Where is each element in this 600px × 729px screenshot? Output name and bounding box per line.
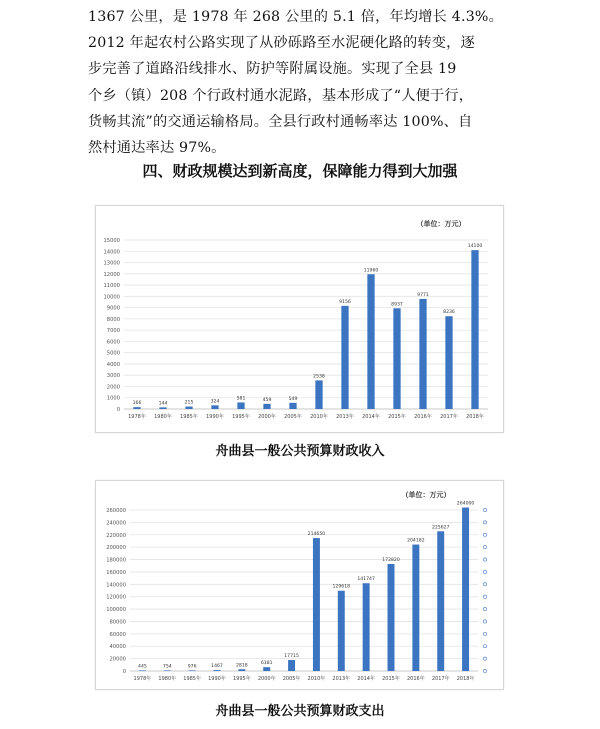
x-tick-label: 2000年: [258, 414, 276, 420]
x-tick-label: 2015年: [388, 414, 406, 420]
bar: [363, 583, 370, 671]
bar: [238, 669, 245, 671]
y-tick-label: 180000: [106, 557, 126, 564]
x-tick-label: 2014年: [362, 414, 380, 420]
data-label: 129618: [332, 584, 351, 590]
bar: [139, 670, 146, 671]
x-tick-label: 2005年: [284, 414, 302, 420]
x-tick-label: 2015年: [382, 676, 400, 682]
right-axis-marker: [483, 607, 486, 610]
right-axis-marker: [483, 533, 486, 536]
unit-label: （单位：万元）: [416, 220, 466, 228]
expenditure-chart-caption: 舟曲县一般公共预算财政支出: [215, 704, 385, 719]
x-tick-label: 1990年: [206, 414, 224, 420]
y-tick-label: 13000: [103, 260, 120, 267]
y-tick-label: 0: [116, 407, 120, 413]
data-label: 214650: [307, 532, 326, 538]
y-tick-label: 4000: [106, 361, 120, 368]
y-tick-label: 160000: [106, 569, 126, 576]
x-tick-label: 1995年: [232, 676, 251, 682]
y-tick-label: 140000: [106, 582, 126, 589]
x-tick-label: 2017年: [440, 414, 458, 420]
y-tick-label: 260000: [106, 508, 126, 514]
data-label: 141747: [357, 577, 375, 583]
body-paragraph: [88, 4, 520, 161]
x-tick-label: 1978年: [133, 676, 152, 682]
y-tick-label: 100000: [106, 607, 126, 614]
y-tick-label: 9000: [106, 305, 120, 312]
revenue-chart-svg: [96, 206, 503, 432]
right-axis-marker: [483, 546, 486, 549]
data-label: 172820: [382, 557, 400, 563]
x-tick-label: 2010年: [310, 414, 328, 420]
bar: [419, 299, 426, 409]
y-tick-label: 6000: [106, 339, 120, 346]
data-label: 14100: [467, 244, 483, 250]
y-tick-label: 11000: [103, 283, 120, 290]
x-tick-label: 2010年: [307, 676, 326, 682]
bar: [263, 404, 270, 409]
bar: [341, 306, 348, 409]
bar: [462, 508, 469, 671]
data-label: 581: [236, 396, 246, 402]
right-axis-marker: [483, 558, 486, 561]
y-tick-label: 60000: [109, 631, 126, 638]
y-tick-label: 10000: [103, 294, 120, 301]
data-label: 144: [158, 401, 168, 407]
data-label: 225627: [431, 525, 450, 531]
x-tick-label: 2018年: [466, 414, 484, 420]
x-tick-label: 2014年: [357, 676, 376, 682]
expenditure-chart-svg: [96, 481, 503, 689]
y-tick-label: 120000: [106, 594, 126, 601]
data-label: 9771: [417, 292, 429, 298]
data-label: 1467: [211, 664, 223, 670]
data-label: 2538: [313, 374, 325, 380]
x-tick-label: 1980年: [158, 676, 177, 682]
x-tick-label: 1980年: [154, 414, 172, 420]
y-tick-label: 200000: [106, 545, 126, 552]
x-tick-label: 2016年: [414, 414, 432, 420]
bar: [445, 316, 452, 409]
data-label: 215: [184, 400, 194, 406]
y-tick-label: 2000: [106, 384, 120, 391]
body-line: 步完善了道路沿线排水、防护等附属设施。实现了全县 19: [88, 61, 457, 78]
x-tick-label: 2016年: [406, 676, 425, 682]
right-axis-marker: [483, 620, 486, 623]
right-axis-marker: [483, 645, 486, 648]
right-axis-marker: [483, 632, 486, 635]
right-axis-marker: [483, 570, 486, 573]
x-tick-label: 1995年: [232, 414, 250, 420]
y-tick-label: 3000: [106, 373, 120, 380]
x-tick-label: 2013年: [336, 414, 354, 420]
bar: [159, 407, 166, 409]
data-label: 324: [210, 399, 220, 405]
x-tick-label: 1978年: [128, 414, 146, 420]
right-axis-marker: [483, 583, 486, 586]
data-label: 459: [262, 397, 272, 403]
bar: [237, 402, 244, 409]
y-tick-label: 14000: [103, 249, 120, 256]
y-tick-label: 5000: [106, 350, 120, 357]
data-label: 8236: [443, 310, 455, 316]
bar: [133, 407, 140, 409]
body-line: 货畅其流”的交通运输格局。全县行政村通畅率达 100%、自: [88, 113, 473, 130]
section-heading: 四、财政规模达到新高度，保障能力得到大加强: [142, 162, 458, 180]
right-axis-marker: [483, 657, 486, 660]
data-label: 754: [162, 664, 172, 670]
y-tick-label: 8000: [106, 316, 120, 323]
y-tick-label: 80000: [109, 619, 126, 626]
bar: [437, 531, 444, 671]
bar: [338, 591, 345, 671]
unit-label: （单位：万元）: [401, 491, 451, 499]
data-label: 2818: [236, 663, 248, 669]
y-tick-label: 7000: [106, 328, 120, 335]
data-label: 264000: [456, 501, 475, 507]
bar: [263, 667, 270, 671]
right-axis-marker: [483, 508, 486, 511]
y-tick-label: 220000: [106, 532, 126, 539]
bar: [412, 545, 419, 671]
data-label: 9156: [339, 299, 351, 305]
y-tick-label: 12000: [103, 271, 120, 278]
bar: [315, 380, 322, 409]
bar: [313, 538, 320, 671]
bar: [211, 405, 218, 409]
x-tick-label: 2000年: [257, 676, 276, 682]
bar: [471, 250, 478, 409]
x-tick-label: 1990年: [208, 676, 226, 682]
x-tick-label: 1985年: [183, 676, 202, 682]
x-tick-label: 2017年: [431, 676, 450, 682]
bar: [214, 670, 221, 671]
right-axis-marker: [483, 669, 486, 672]
revenue-chart: [95, 205, 504, 433]
bar: [367, 274, 374, 409]
data-label: 445: [138, 664, 147, 670]
data-label: 11960: [363, 268, 379, 274]
y-tick-label: 20000: [109, 656, 126, 663]
body-line: 1367 公里，是 1978 年 268 公里的 5.1 倍，年均增长 4.3%。: [88, 9, 503, 25]
x-tick-label: 2005年: [282, 676, 301, 682]
body-line: 2012 年起农村公路实现了从砂砾路至水泥硬化路的转变，逐: [88, 35, 475, 52]
revenue-chart-caption: 舟曲县一般公共预算财政收入: [215, 444, 385, 459]
x-tick-label: 1985年: [180, 414, 198, 420]
data-label: 549: [288, 396, 298, 402]
data-label: 17715: [284, 654, 299, 660]
body-line: 然村通达率达 97%。: [88, 140, 226, 157]
bar: [185, 407, 192, 409]
data-label: 204182: [407, 538, 425, 544]
bar: [189, 670, 196, 671]
bar: [164, 670, 171, 671]
data-label: 8937: [391, 302, 403, 308]
bar: [289, 403, 296, 409]
y-tick-label: 40000: [109, 644, 126, 651]
expenditure-chart: [95, 480, 504, 690]
x-tick-label: 2013年: [332, 676, 351, 682]
right-axis-marker: [483, 595, 486, 598]
data-label: 976: [187, 664, 197, 670]
bar: [388, 564, 395, 671]
bar: [393, 308, 400, 409]
y-tick-label: 240000: [106, 520, 126, 527]
x-tick-label: 2018年: [456, 676, 475, 682]
y-tick-label: 0: [122, 669, 126, 675]
y-tick-label: 15000: [103, 238, 120, 244]
data-label: 6181: [260, 661, 273, 667]
bar: [288, 660, 295, 671]
data-label: 166: [132, 401, 142, 407]
y-tick-label: 1000: [106, 395, 120, 402]
body-line: 个乡（镇）208 个行政村通水泥路，基本形成了“人便于行，: [88, 87, 474, 104]
right-axis-marker: [483, 521, 486, 524]
